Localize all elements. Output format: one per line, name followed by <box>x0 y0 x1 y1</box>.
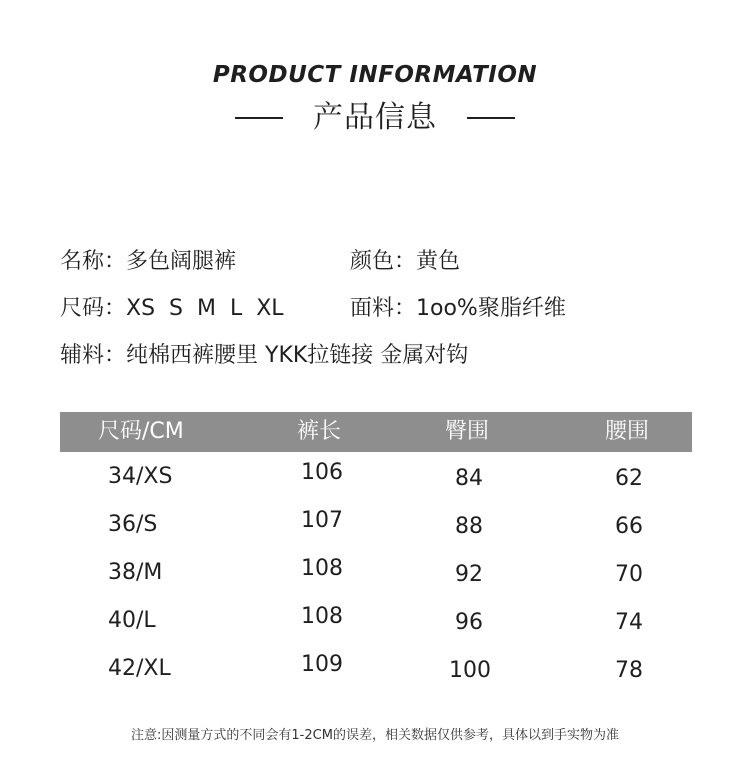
table-row <box>60 500 692 548</box>
header-length: 裤长 <box>297 419 342 444</box>
table-row <box>60 548 692 596</box>
title-rule-right <box>467 117 515 119</box>
info-color-value: 黄色 <box>416 249 461 274</box>
title-english: PRODUCT INFORMATION <box>212 62 538 88</box>
info-name-value: 多色阔腿裤 <box>126 249 237 274</box>
info-fabric-label: 面料： <box>350 296 417 321</box>
cell-hip: 92 <box>455 562 483 587</box>
cell-size: 42/XL <box>108 656 171 681</box>
cell-size: 38/M <box>108 560 163 585</box>
info-accessories-value: 纯棉西裤腰里 YKK拉链接 金属对钩 <box>126 343 469 368</box>
cell-hip: 88 <box>455 514 483 539</box>
cell-length: 109 <box>301 652 343 677</box>
cell-length: 106 <box>301 460 343 485</box>
info-name-label: 名称： <box>60 249 127 274</box>
cell-waist: 70 <box>615 562 643 587</box>
cell-length: 107 <box>301 508 343 533</box>
cell-waist: 62 <box>615 466 643 491</box>
info-size <box>60 294 284 324</box>
info-color <box>350 247 460 277</box>
info-color-label: 颜色： <box>350 249 417 274</box>
cell-length: 108 <box>301 556 343 581</box>
cell-waist: 74 <box>615 610 643 635</box>
cell-size: 34/XS <box>108 464 173 489</box>
title-chinese: 产品信息 <box>313 100 437 135</box>
cell-hip: 100 <box>449 658 491 683</box>
title-rule-left <box>235 117 283 119</box>
measurement-note: 注意:因测量方式的不同会有1-2CM的误差，相关数据仅供参考，具体以到手实物为准 <box>131 728 619 743</box>
info-fabric-value: 1oo%聚脂纤维 <box>416 296 566 321</box>
size-table <box>60 412 692 692</box>
header-size: 尺码/CM <box>98 419 184 444</box>
cell-length: 108 <box>301 604 343 629</box>
header-hip: 臀围 <box>445 419 490 444</box>
title-chinese-row <box>0 98 750 138</box>
cell-size: 40/L <box>108 608 156 633</box>
info-size-value: XS S M L XL <box>126 296 284 321</box>
cell-hip: 84 <box>455 466 483 491</box>
cell-hip: 96 <box>455 610 483 635</box>
info-accessories <box>60 341 468 371</box>
cell-size: 36/S <box>108 512 158 537</box>
table-row <box>60 452 692 500</box>
table-row <box>60 644 692 692</box>
size-table-header <box>60 412 692 452</box>
info-size-label: 尺码： <box>60 296 127 321</box>
info-name <box>60 247 236 277</box>
header-waist: 腰围 <box>605 419 650 444</box>
info-fabric <box>350 294 566 324</box>
cell-waist: 66 <box>615 514 643 539</box>
table-row <box>60 596 692 644</box>
cell-waist: 78 <box>615 658 643 683</box>
info-accessories-label: 辅料： <box>60 343 127 368</box>
